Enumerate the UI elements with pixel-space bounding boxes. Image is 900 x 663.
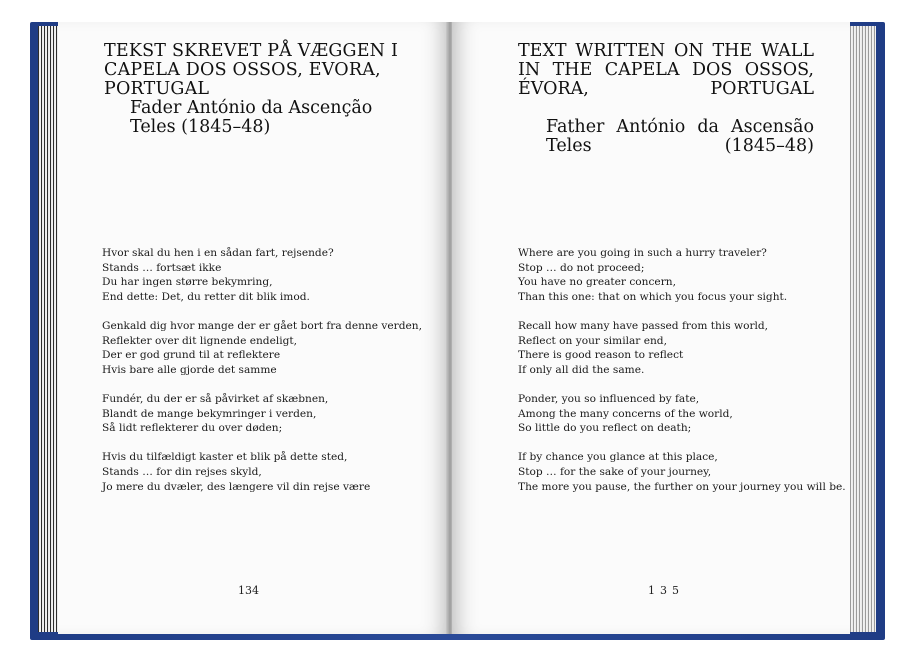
poem-line: Where are you going in such a hurry traveler? [518,247,767,259]
poem-line: Så lidt reflekterer du over døden; [102,422,283,435]
stanza [518,392,838,436]
poem-line: Hvis du tilfældigt kaster et blik på dette sted, [102,451,348,464]
poem-line: So little do you reflect on death; [518,422,692,435]
poem-line: Genkald dig hvor mange der er gået bort fra denne verden, [102,319,422,332]
poem-line: Hvis bare alle gjorde det samme [102,363,277,376]
poem-line: Stop … for the sake of your journey, [518,465,712,478]
left-page-title: TEKST SKREVET PÅ VÆGGEN I CAPELA DOS OSSOS, EVORA, PORTUGAL [104,41,399,99]
stanza [102,319,422,377]
poem-line: Stop … do not proceed; [518,261,645,274]
poem-line: You have no greater concern, [518,276,676,289]
poem-line: There is good reason to reflect [518,349,684,362]
poem-line: If by chance you glance at this place, [518,451,718,464]
page-edges-right [848,26,876,632]
poem-line: Stands … for din rejses skyld, [102,465,262,478]
page-number-right: 135 [648,584,684,597]
stanza [102,450,422,494]
poem-line: Reflekter over dit lignende endeligt, [102,334,298,347]
poem-line: Recall how many have passed from this world, [518,319,769,332]
stanza [518,246,838,304]
poem-line: Blandt de mange bekymringer i verden, [102,407,317,420]
poem-line: Reflect on your similar end, [518,334,667,347]
poem-line: The more you pause, the further on your journey you will be. [518,480,846,493]
poem-line: Ponder, you so influenced by fate, [518,392,700,405]
poem-line: Jo mere du dvæler, des længere vil din rejse være [102,480,371,493]
poem-line: Hvor skal du hen i en sådan fart, rejsende? [102,247,334,259]
right-page-author: Father António da Ascensão Teles (1845–48) [546,117,814,156]
stanza [102,392,422,436]
poem-line: Der er god grund til at reflektere [102,349,281,362]
left-page [58,22,448,634]
poem-line: Du har ingen større bekymring, [102,276,273,289]
stanza [518,450,846,494]
poem-line: Stands … fortsæt ikke [102,261,222,274]
left-page-author: Fader António da Ascenção Teles (1845–48) [130,98,373,137]
left-poem [102,246,422,509]
poem-line: If only all did the same. [518,363,645,376]
right-poem [518,246,846,509]
page-number-left: 134 [238,584,259,597]
right-page [452,22,850,634]
right-page-title: TEXT WRITTEN ON THE WALL IN THE CAPELA DOS OSSOS, ÉVORA, PORTUGAL [518,41,814,99]
stanza [102,246,422,304]
poem-line: Among the many concerns of the world, [518,407,733,420]
poem-line: End dette: Det, du retter dit blik imod. [102,290,310,303]
stanza [518,319,838,377]
poem-line: Than this one: that on which you focus your sight. [518,290,788,303]
poem-line: Fundér, du der er så påvirket af skæbnen, [102,392,329,405]
